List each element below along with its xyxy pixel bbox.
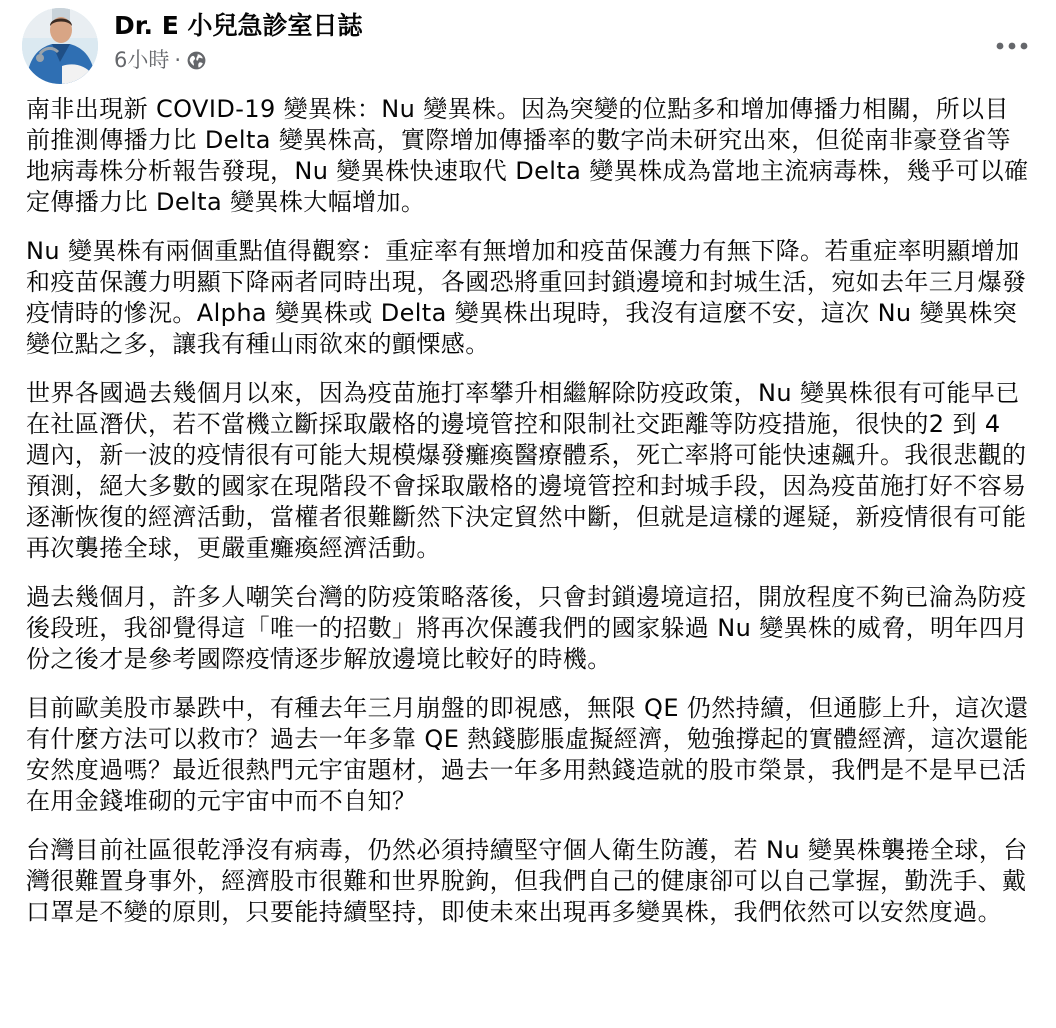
meta-separator: · xyxy=(174,48,182,72)
post-meta xyxy=(114,46,207,74)
avatar-image xyxy=(22,8,98,84)
post-paragraph: 南非出現新 COVID-19 變異株：Nu 變異株。因為突變的位點多和增加傳播力相關，所以目前推測傳播力比 Delta 變異株高，實際增加傳播率的數字尚未研究出來，但從南非豪登省等地病毒株分析報告發現，Nu 變異株快速取代 Delta 變異株成為當地主流病毒株，幾乎可以確定傳播力比 Delta 變異株大幅增加。 xyxy=(26,95,1029,216)
avatar[interactable] xyxy=(22,8,98,84)
post-timestamp[interactable]: 6小時 xyxy=(114,48,170,72)
post-text xyxy=(26,94,1030,946)
post-paragraph: 世界各國過去幾個月以來，因為疫苗施打率攀升相繼解除防疫政策，Nu 變異株很有可能早已在社區潛伏，若不當機立斷採取嚴格的邊境管控和限制社交距離等防疫措施，很快的2 到 4 週內，新一波的疫情很有可能大規模爆發癱瘓醫療體系，死亡率將可能快速飆升。我很悲觀的預測，絕大多數的國家在現階段不會採取嚴格的邊境管控和封城手段，因為疫苗施打好不容易逐漸恢復的經濟活動，當權者很難斷然下決定貿然中斷，但就是這樣的遲疑，新疫情很有可能再次襲捲全球，更嚴重癱瘓經濟活動。 xyxy=(26,379,1027,562)
post-paragraph: 目前歐美股市暴跌中，有種去年三月崩盤的即視感，無限 QE 仍然持續，但通膨上升，這次還有什麼方法可以救市？過去一年多靠 QE 熱錢膨脹虛擬經濟，勉強撐起的實體經濟，這次還能安然度過嗎？最近很熱門元宇宙題材，過去一年多用熱錢造就的股市榮景，我們是不是早已活在用金錢堆砌的元宇宙中而不自知？ xyxy=(26,694,1029,815)
post-header xyxy=(22,6,1034,82)
post-paragraph: 台灣目前社區很乾淨沒有病毒，仍然必須持續堅守個人衛生防護，若 Nu 變異株襲捲全球，台灣很難置身事外，經濟股市很難和世界脫鉤，但我們自己的健康卻可以自己掌握，勤洗手、戴口罩是不變的原則，只要能持續堅持，即使未來出現再多變異株，我們依然可以安然度過。 xyxy=(26,836,1028,926)
globe-icon[interactable] xyxy=(186,50,207,71)
more-options-button[interactable] xyxy=(990,26,1034,66)
more-horizontal-icon xyxy=(995,41,1029,51)
post-paragraph: 過去幾個月，許多人嘲笑台灣的防疫策略落後，只會封鎖邊境這招，開放程度不夠已淪為防疫後段班，我卻覺得這「唯一的招數」將再次保護我們的國家躲過 Nu 變異株的威脅，明年四月份之後才是參考國際疫情逐步解放邊境比較好的時機。 xyxy=(26,583,1028,673)
author-name[interactable]: Dr. E 小兒急診室日誌 xyxy=(114,11,363,40)
post-paragraph: Nu 變異株有兩個重點值得觀察：重症率有無增加和疫苗保護力有無下降。若重症率明顯增加和疫苗保護力明顯下降兩者同時出現，各國恐將重回封鎖邊境和封城生活，宛如去年三月爆發疫情時的慘況。Alpha 變異株或 Delta 變異株出現時，我沒有這麼不安，這次 Nu 變異株突變位點之多，讓我有種山雨欲來的顫慄感。 xyxy=(26,237,1027,358)
